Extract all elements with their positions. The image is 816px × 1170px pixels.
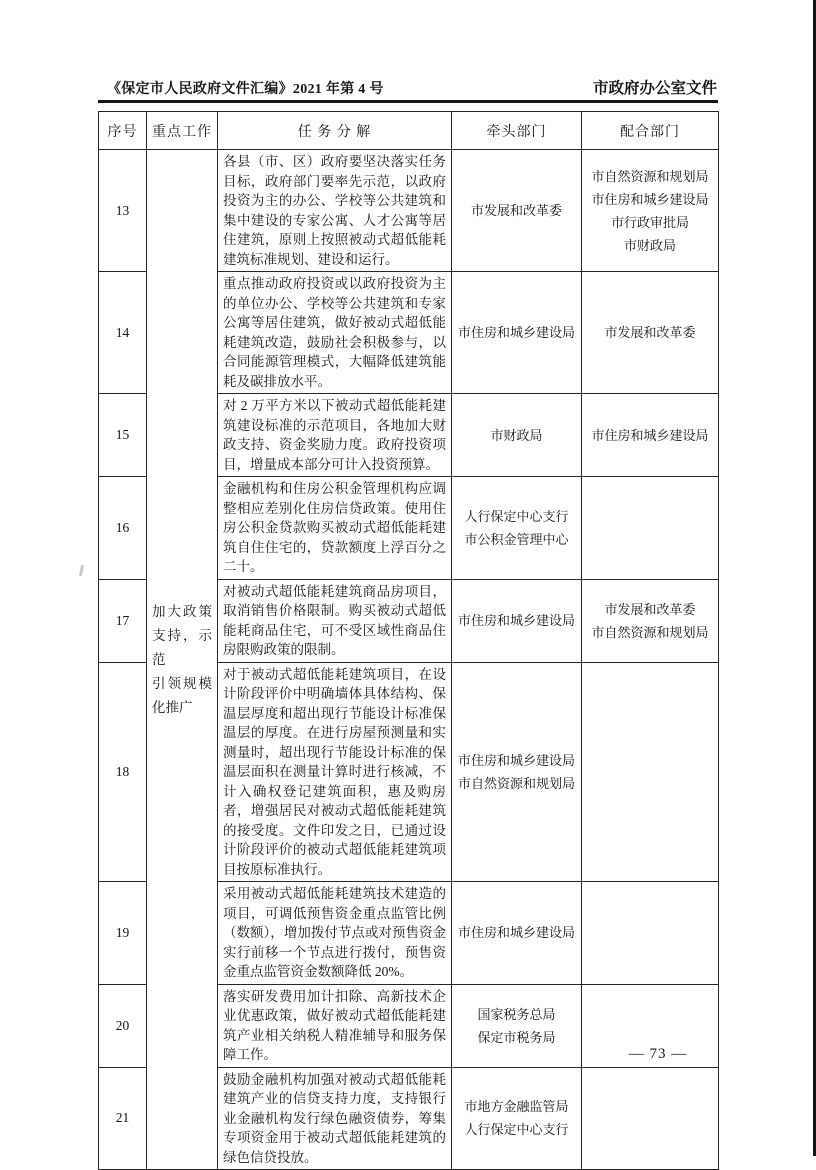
office-document-label: 市政府办公室文件 (592, 80, 717, 97)
dept-line: 市发展和改革委 (604, 601, 696, 617)
dept-line: 市住房和城乡建设局 (457, 925, 575, 941)
table-row (99, 150, 719, 272)
row-number: 14 (99, 272, 147, 394)
lead-department (452, 984, 582, 1067)
work-group-line: 加大政策 (152, 603, 212, 619)
dept-line: 市发展和改革委 (470, 203, 562, 218)
dept-line: 人行保定中心支行 (464, 1122, 569, 1138)
dept-line: 市自然资源和规划局 (457, 775, 575, 791)
column-header-work: 重点工作 (147, 112, 218, 150)
support-department (582, 579, 719, 662)
dept-line: 市自然资源和规划局 (591, 624, 709, 640)
dept-line: 市行政审批局 (610, 214, 689, 230)
support-department (582, 150, 719, 272)
dept-line: 人行保定中心支行 (464, 508, 569, 524)
task-text: 对于被动式超低能耗建筑项目，在设计阶段评价中明确墙体具体结构、保温层厚度和超出现行节能设计标准保温层的厚度。在进行房屋预测量和实测量时，超出现行节能设计标准的保温层面积在测量计算时进行核减，不计入确权登记建筑面积，惠及购房者，增强居民对被动式超低能耗建筑的接受度。文件印发之日，已通过设计阶段评价的被动式超低能耗建筑项目按原标准执行。 (218, 662, 452, 882)
row-number: 20 (99, 984, 147, 1067)
row-number: 18 (99, 662, 147, 882)
dept-line: 国家税务总局 (477, 1006, 556, 1022)
task-text: 鼓励金融机构加强对被动式超低能耗建筑产业的信贷支持力度，支持银行业金融机构发行绿色融资债券，筹集专项资金用于被动式超低能耗建筑的绿色信贷投放。 (218, 1067, 452, 1170)
table-header-row (99, 112, 719, 150)
task-text: 重点推动政府投资或以政府投资为主的单位办公、学校等公共建筑和专家公寓等居住建筑，做好被动式超低能耗建筑改造，鼓励社会积极参与，以合同能源管理模式，大幅降低建筑能耗及碳排放水平。 (218, 272, 452, 394)
column-header-task: 任 务 分 解 (218, 112, 452, 150)
dept-line: 市地方金融监管局 (464, 1099, 569, 1115)
row-number: 15 (99, 394, 147, 477)
dept-line: 市住房和城乡建设局 (457, 325, 575, 340)
task-table (98, 111, 719, 1170)
dept-line: 保定市税务局 (477, 1029, 556, 1045)
row-number: 17 (99, 579, 147, 662)
task-text: 各县（市、区）政府要坚决落实任务目标，政府部门要率先示范，以政府投资为主的办公、学校等公共建筑和集中建设的专家公寓、人才公寓等居住建筑，原则上按照被动式超低能耗建筑标准规划、建设和运行。 (218, 150, 452, 272)
support-department (582, 1067, 719, 1170)
row-number: 16 (99, 477, 147, 580)
column-header-support: 配合部门 (582, 112, 719, 150)
lead-department (452, 477, 582, 580)
compilation-title: 《保定市人民政府文件汇编》2021 年第 4 号 (107, 82, 384, 97)
dept-line: 市住房和城乡建设局 (591, 191, 709, 207)
task-text: 落实研发费用加计扣除、高新技术企业优惠政策，做好被动式超低能耗建筑产业相关纳税人精准辅导和服务保障工作。 (218, 984, 452, 1067)
work-group-line: 化推广 (152, 699, 193, 715)
dept-line: 市公积金管理中心 (464, 531, 569, 547)
lead-department (452, 579, 582, 662)
lead-department (452, 882, 582, 985)
lead-department (452, 662, 582, 882)
support-department (582, 272, 719, 394)
scan-margin-artifact (79, 565, 84, 576)
dept-line: 市住房和城乡建设局 (591, 427, 709, 443)
row-number: 19 (99, 882, 147, 985)
support-department (582, 882, 719, 985)
lead-department (452, 272, 582, 394)
row-number: 21 (99, 1067, 147, 1170)
dept-line: 市财政局 (490, 427, 543, 443)
support-department (582, 394, 719, 477)
work-group-line: 支持，示范 (152, 627, 212, 667)
lead-department (452, 150, 582, 272)
row-number: 13 (99, 150, 147, 272)
lead-department (452, 1067, 582, 1170)
work-group-line: 引领规模 (152, 675, 212, 691)
dept-line: 市住房和城乡建设局 (457, 613, 575, 628)
dept-line: 市自然资源和规划局 (591, 168, 709, 184)
task-text: 金融机构和住房公积金管理机构应调整相应差别化住房信贷政策。使用住房公积金贷款购买被动式超低能耗建筑自住住宅的，贷款额度上浮百分之二十。 (218, 477, 452, 580)
work-group-label (147, 150, 218, 1170)
column-header-lead: 牵头部门 (452, 112, 582, 150)
task-text: 对 2 万平方米以下被动式超低能耗建筑建设标准的示范项目，各地加大财政支持、资金奖励力度。政府投资项目，增量成本部分可计入投资预算。 (218, 394, 452, 477)
task-text: 对被动式超低能耗建筑商品房项目，取消销售价格限制。购买被动式超低能耗商品住宅，可不受区域性商品住房限购政策的限制。 (218, 579, 452, 662)
header-divider (98, 100, 718, 103)
page-number: — 73 — (628, 1046, 688, 1062)
dept-line: 市住房和城乡建设局 (457, 752, 575, 768)
support-department (582, 662, 719, 882)
lead-department (452, 394, 582, 477)
task-text: 采用被动式超低能耗建筑技术建造的项目，可调低预售资金重点监管比例（数额），增加拨付节点或对预售资金实行前移一个节点进行拨付，预售资金重点监管资金数额降低 20%。 (218, 882, 452, 985)
column-header-no: 序号 (99, 112, 147, 150)
dept-line: 市发展和改革委 (604, 325, 696, 340)
support-department (582, 477, 719, 580)
dept-line: 市财政局 (623, 237, 676, 253)
